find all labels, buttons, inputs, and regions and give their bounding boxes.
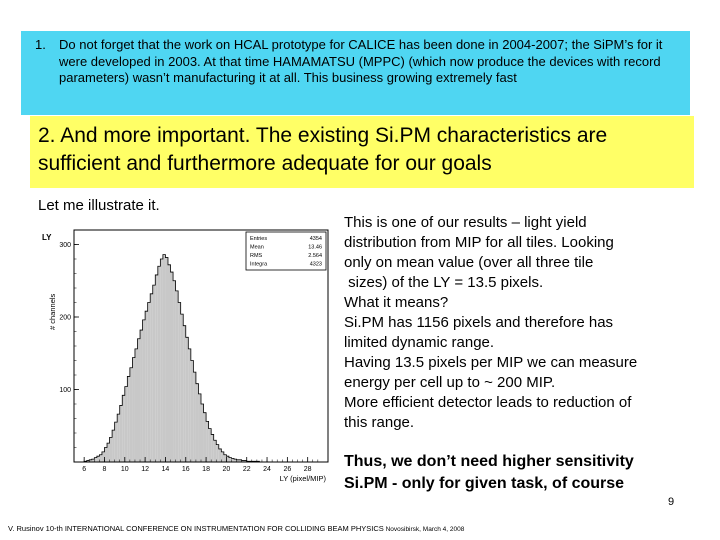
stats-box [246, 232, 326, 270]
footer [8, 524, 464, 533]
histogram-bar [163, 255, 166, 462]
histogram-bar [196, 384, 199, 462]
stats-label: Entries [250, 236, 268, 242]
histogram-bar [171, 272, 174, 462]
histogram-bar [183, 326, 186, 462]
histogram-bar [135, 349, 138, 462]
histogram-bar [173, 281, 176, 462]
stats-label: RMS [250, 253, 263, 259]
y-tick-label: 100 [59, 387, 71, 394]
stats-value: 13.46 [308, 244, 322, 251]
x-tick-label: 26 [283, 466, 292, 473]
stats-label: Integra [250, 261, 268, 268]
histogram-bar [150, 294, 153, 462]
histogram-bar [188, 349, 191, 462]
explanation-line: Having 13.5 pixels per MIP we can measure [344, 354, 638, 371]
y-tick-label: 300 [59, 242, 71, 249]
explanation-line: this range. [344, 414, 415, 431]
x-tick-label: 6 [82, 466, 87, 473]
explanation-line: sizes) of the LY = 13.5 pixels. [344, 274, 544, 291]
note-1-text: Do not forget that the work on HCAL prototype for CALICE has been done in 2004-2007; the SiPM’s for it were developed in 2003. At that time HAMAMATSU (MPPC) (which now produce the devices with record parameters) wasn’t manufacturing it at all. This business growing extremely fast [59, 37, 663, 85]
conclusion-line: Thus, we don’t need higher sensitivity [344, 453, 634, 470]
footer-main: V. Rusinov 10-th INTERNATIONAL CONFERENCE ON INSTRUMENTATION FOR COLLIDING BEAM PHYSICS [8, 524, 384, 533]
histogram-bar [130, 368, 133, 462]
stats-value: 4323 [309, 261, 322, 268]
histogram-bar [125, 387, 128, 462]
conclusion-line: Si.PM - only for given task, of course [344, 475, 625, 492]
explanation-line: only on mean value (over all three tile [344, 254, 594, 271]
histogram-bar [178, 303, 181, 463]
y-tick-label: 200 [59, 314, 71, 322]
x-tick-label: 20 [222, 466, 231, 473]
page-number: 9 [668, 496, 675, 508]
x-tick-label: 22 [242, 466, 251, 473]
histogram-title: LY [42, 233, 52, 242]
x-tick-label: 8 [102, 466, 107, 473]
histogram-bar [153, 285, 156, 462]
explanation-line: distribution from MIP for all tiles. Looking [344, 234, 614, 251]
x-tick-label: 16 [181, 466, 190, 473]
x-tick-label: 12 [141, 466, 150, 473]
histogram-bar [140, 330, 143, 462]
histogram-bar [165, 258, 168, 462]
stats-label: Mean [250, 244, 264, 251]
explanation-line: What it means? [344, 294, 449, 311]
conclusion-text [344, 451, 714, 495]
histogram-bar [148, 303, 151, 463]
histogram-bar [158, 266, 161, 462]
histogram-bar [176, 291, 179, 462]
explanation-line: Si.PM has 1156 pixels and therefore has [344, 314, 614, 331]
x-tick-label: 14 [161, 466, 170, 473]
histogram-bar [191, 361, 194, 463]
intro-text: Let me illustrate it. [38, 197, 160, 214]
histogram-bar [132, 358, 135, 462]
stats-value: 2.564 [308, 253, 322, 259]
histogram-bar [186, 337, 189, 462]
note-box-1 [21, 31, 690, 115]
histogram-bar [181, 314, 184, 462]
explanation-line: limited dynamic range. [344, 334, 495, 351]
ly-histogram [36, 222, 336, 490]
explanation-text [344, 213, 714, 433]
histogram-bar [160, 259, 163, 462]
note-1-number: 1. [35, 37, 46, 52]
x-tick-label: 28 [303, 466, 312, 473]
histogram-bar [127, 376, 130, 462]
explanation-line: This is one of our results – light yield [344, 214, 587, 231]
x-axis-label: LY (pixel/MIP) [279, 474, 326, 483]
x-tick-label: 10 [120, 466, 129, 473]
stats-value: 4354 [309, 236, 322, 242]
x-tick-label: 18 [202, 466, 210, 473]
y-axis-label: # channels [48, 293, 57, 330]
x-tick-label: 24 [263, 466, 271, 473]
explanation-line: energy per cell up to ~ 200 MIP. [344, 374, 556, 391]
footer-location-date: Novosibirsk, March 4, 2008 [383, 526, 465, 533]
histogram-bar [138, 339, 141, 462]
explanation-line: More efficient detector leads to reduction of [344, 394, 632, 411]
note-box-2: 2. And more important. The existing Si.PM characteristics are sufficient and furthermore adequate for our goals [30, 116, 694, 188]
histogram-bar [193, 372, 196, 462]
histogram-bar [143, 320, 146, 462]
histogram-bar [145, 311, 148, 462]
histogram-bar [168, 265, 171, 462]
histogram-bar [155, 275, 158, 462]
